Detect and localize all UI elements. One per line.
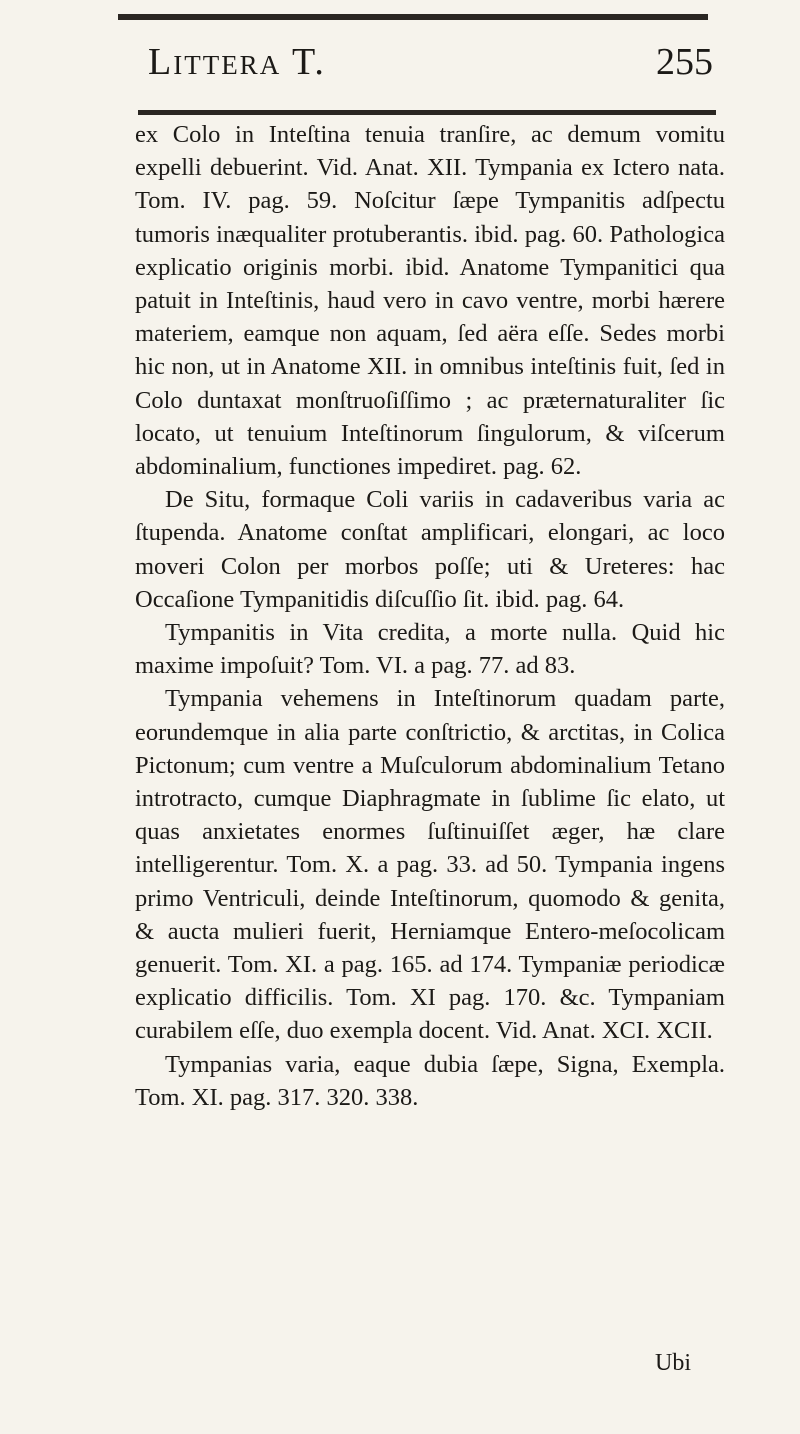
header-rule-top xyxy=(118,14,708,20)
catchword: Ubi xyxy=(655,1350,691,1376)
paragraph: Tympania vehemens in Inteſtinorum quadam parte, eorundemque in alia parte conſtrictio, & arctitas, in Colica Pictonum; cum ventre a Muſculorum abdominalium Tetano introtracto, cumque Diaphragmate in ſublime ſic elato, ut quas anxietates enormes ſuſtinuiſſet æger, hæ clare intelligerentur. Tom. X. a pag. 33. ad 50. Tympania ingens primo Ventriculi, deinde Inteſtinorum, quomodo & genita, & aucta mulieri fuerit, Herniamque Entero-meſocolicam genuerit. Tom. XI. a pag. 165. ad 174. Tympaniæ periodicæ explicatio difficilis. Tom. XI pag. 170. &c. Tympaniam curabilem eſſe, duo exempla docent. Vid. Anat. XCI. XCII. xyxy=(135,685,725,1045)
paragraph: Tympanias varia, eaque dubia ſæpe, Signa, Exempla. Tom. XI. pag. 317. 320. 338. xyxy=(135,1050,725,1111)
body-text xyxy=(135,118,725,1114)
paragraph: ex Colo in Inteſtina tenuia tranſire, ac demum vomitu expelli debuerint. Vid. Anat. XII. Tympania ex Ictero nata. Tom. IV. pag. 59. Noſcitur ſæpe Tympanitis adſpectu tumoris inæqualiter protuberantis. ibid. pag. 60. Pathologica explicatio originis morbi. ibid. Anatome Tympanitici qua patuit in Inteſtinis, haud vero in cavo ventre, morbi hærere materiem, eamque non aquam, ſed aëra eſſe. Sedes morbi hic non, ut in Anatome XII. in omnibus inteſtinis fuit, ſed in Colo duntaxat monſtruoſiſſimo ; ac præternaturaliter ſic locato, ut tenuium Inteſtinorum ſingulorum, & viſcerum abdominalium, functiones impediret. pag. 62. xyxy=(135,121,725,481)
page-number: 255 xyxy=(656,41,713,83)
page-header xyxy=(148,40,713,100)
header-rule-bottom xyxy=(138,110,716,115)
running-head: Littera T. xyxy=(148,41,326,83)
paragraph: De Situ, formaque Coli variis in cadaveribus varia ac ſtupenda. Anatome conſtat amplificari, elongari, ac loco moveri Colon per morbos poſſe; uti & Ureteres: hac Occaſione Tympanitidis diſcuſſio ſit. ibid. pag. 64. xyxy=(135,486,725,613)
paragraph: Tympanitis in Vita credita, a morte nulla. Quid hic maxime impoſuit? Tom. VI. a pag. 77. ad 83. xyxy=(135,619,725,680)
